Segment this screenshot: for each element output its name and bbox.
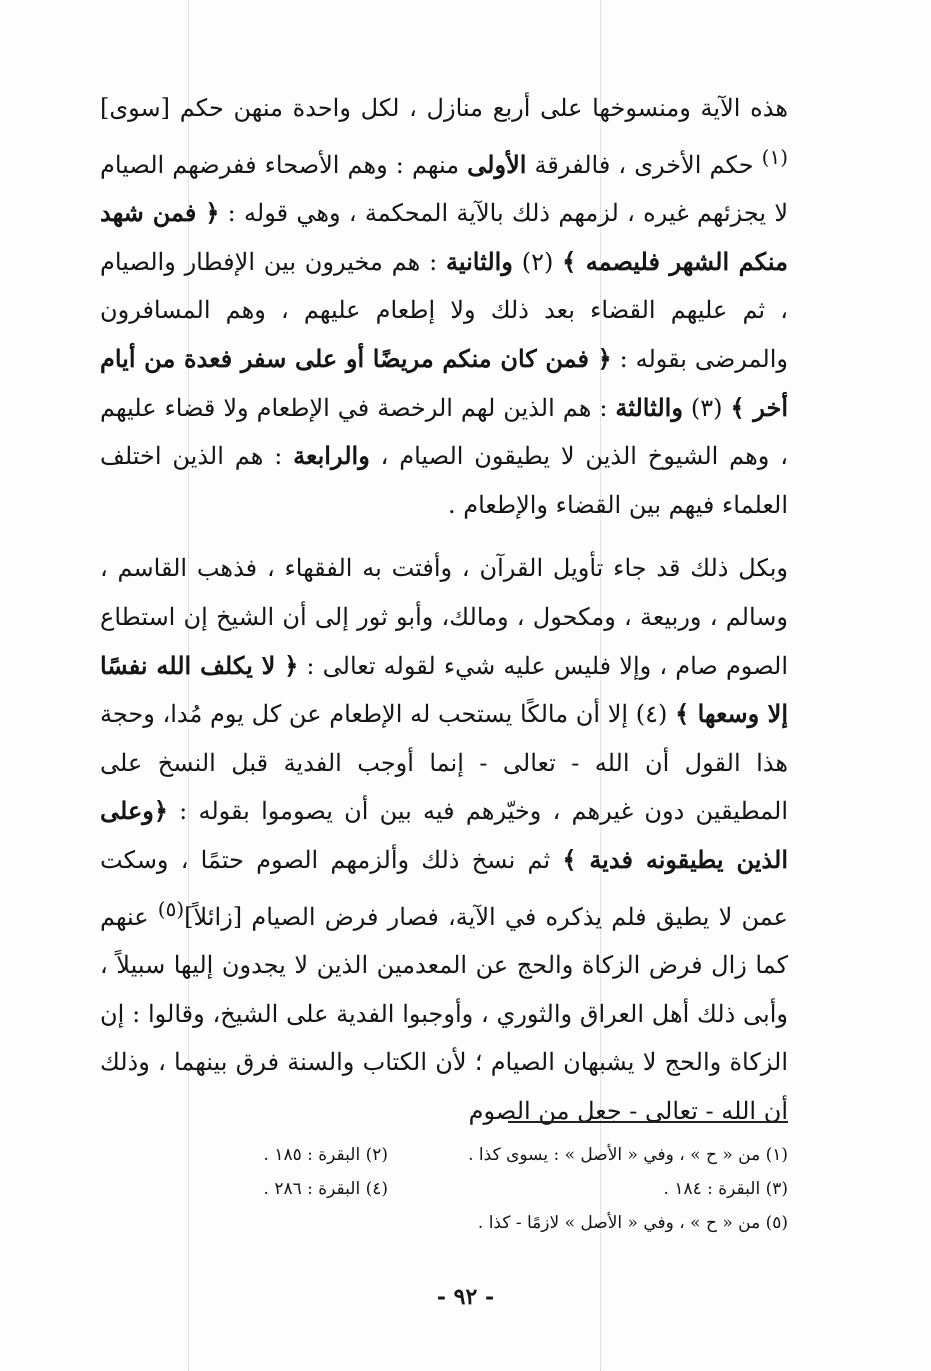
bold-term: والثانية [445,246,513,276]
main-text [100,84,788,1135]
text-run: حكم الأخرى ، فالفرقة [526,150,762,179]
text-run: : هم مخيرون بين الإفطار والصيام ، ثم عليهم القضاء بعد ذلك ولا إطعام عليهم ، وهم المسافرون والمرضى بقوله : [100,247,788,373]
bold-term: الأولى [467,149,527,179]
footnote-divider [508,1121,788,1123]
footnote: (١) من « ح » ، وفي « الأصل » : يسوى كذا . [468,1145,788,1165]
text-run: منهم : وهم الأصحاء ففرضهم الصيام لا يجزئهم غيره ، لزمهم ذلك بالآية المحكمة ، وهي قوله : [100,150,789,228]
quran-verse: ﴿وعلى الذين يطيقونه فدية ﴾ [100,796,789,874]
footnote-ref: (٣) [682,393,731,422]
paragraph [100,544,788,1135]
footnote: (٥) من « ح » ، وفي « الأصل » لازمًا - كذا . [477,1213,788,1233]
footnote: (٣) البقرة : ١٨٤ . [663,1179,788,1199]
footnotes [110,1138,788,1240]
bold-term: والثالثة [615,392,683,422]
footnote-ref: (٢) [512,247,563,276]
text-run: ثم نسخ ذلك وألزمهم الصوم حتمًا ، وسكت عمن لا يطيق فلم يذكره في الآية، فصار فرض الصيام [زائلاً] [100,845,788,931]
paragraph [100,84,788,529]
bold-term: والرابعة [293,441,370,471]
text-run: هذه الآية ومنسوخها على أربع منازل ، لكل واحدة منهن حكم [سوى] [100,94,788,122]
text-run: : هم الذين اختلف العلماء فيهم بين القضاء والإطعام . [100,442,788,519]
quran-verse: ﴿ فمن شهد منكم الشهر فليصمه ﴾ [100,198,788,276]
quran-verse: ﴿ لا يكلف الله نفسًا إلا وسعها ﴾ [100,650,789,729]
page-number: - ٩٢ - [436,1284,495,1310]
footnote-ref: (١) [761,144,788,169]
text-run: وبكل ذلك قد جاء تأويل القرآن ، وأفتت به الفقهاء ، فذهب القاسم ، وسالم ، وربيعة ، ومكحول ، ومالك، وأبو ثور إلى أن الشيخ إن استطاع الصوم صام ، وإلا فليس عليه شيء لقوله تعالى : [100,554,788,680]
footnote-row [110,1206,788,1240]
footnote: (٤) البقرة : ٢٨٦ . [263,1179,388,1199]
text-run: عنهم كما زال فرض الزكاة والحج عن المعدمين الذين لا يجدون إليها سبيلاً ، وأبى ذلك أهل العراق والثوري ، وأوجبوا الفدية على الشيخ، وقالوا : إن الزكاة والحج لا يشبهان الصيام ؛ لأن الكتاب والسنة فرق بينهما ، وذلك أن الله - تعالى - جعل من الصوم [100,902,788,1125]
footnote-row [110,1138,788,1172]
footnote-row [110,1172,788,1206]
text-run: : هم الذين لهم الرخصة في الإطعام ولا قضاء عليهم ، وهم الشيوخ الذين لا يطيقون الصيام ، [100,393,788,471]
quran-verse: ﴿ فمن كان منكم مريضًا أو على سفر فعدة من أيام أخر ﴾ [100,343,789,422]
text-run: (٤) إلا أن مالكًا يستحب له الإطعام عن كل يوم مُدا، وحجة هذا القول أن الله - تعالى - إنما أوجب الفدية قبل النسخ على المطيقين دون غيرهم ، وخيّرهم فيه بين أن يصوموا بقوله : [100,700,788,826]
footnote: (٢) البقرة : ١٨٥ . [263,1145,388,1165]
footnote-ref: (٥) [157,896,185,921]
